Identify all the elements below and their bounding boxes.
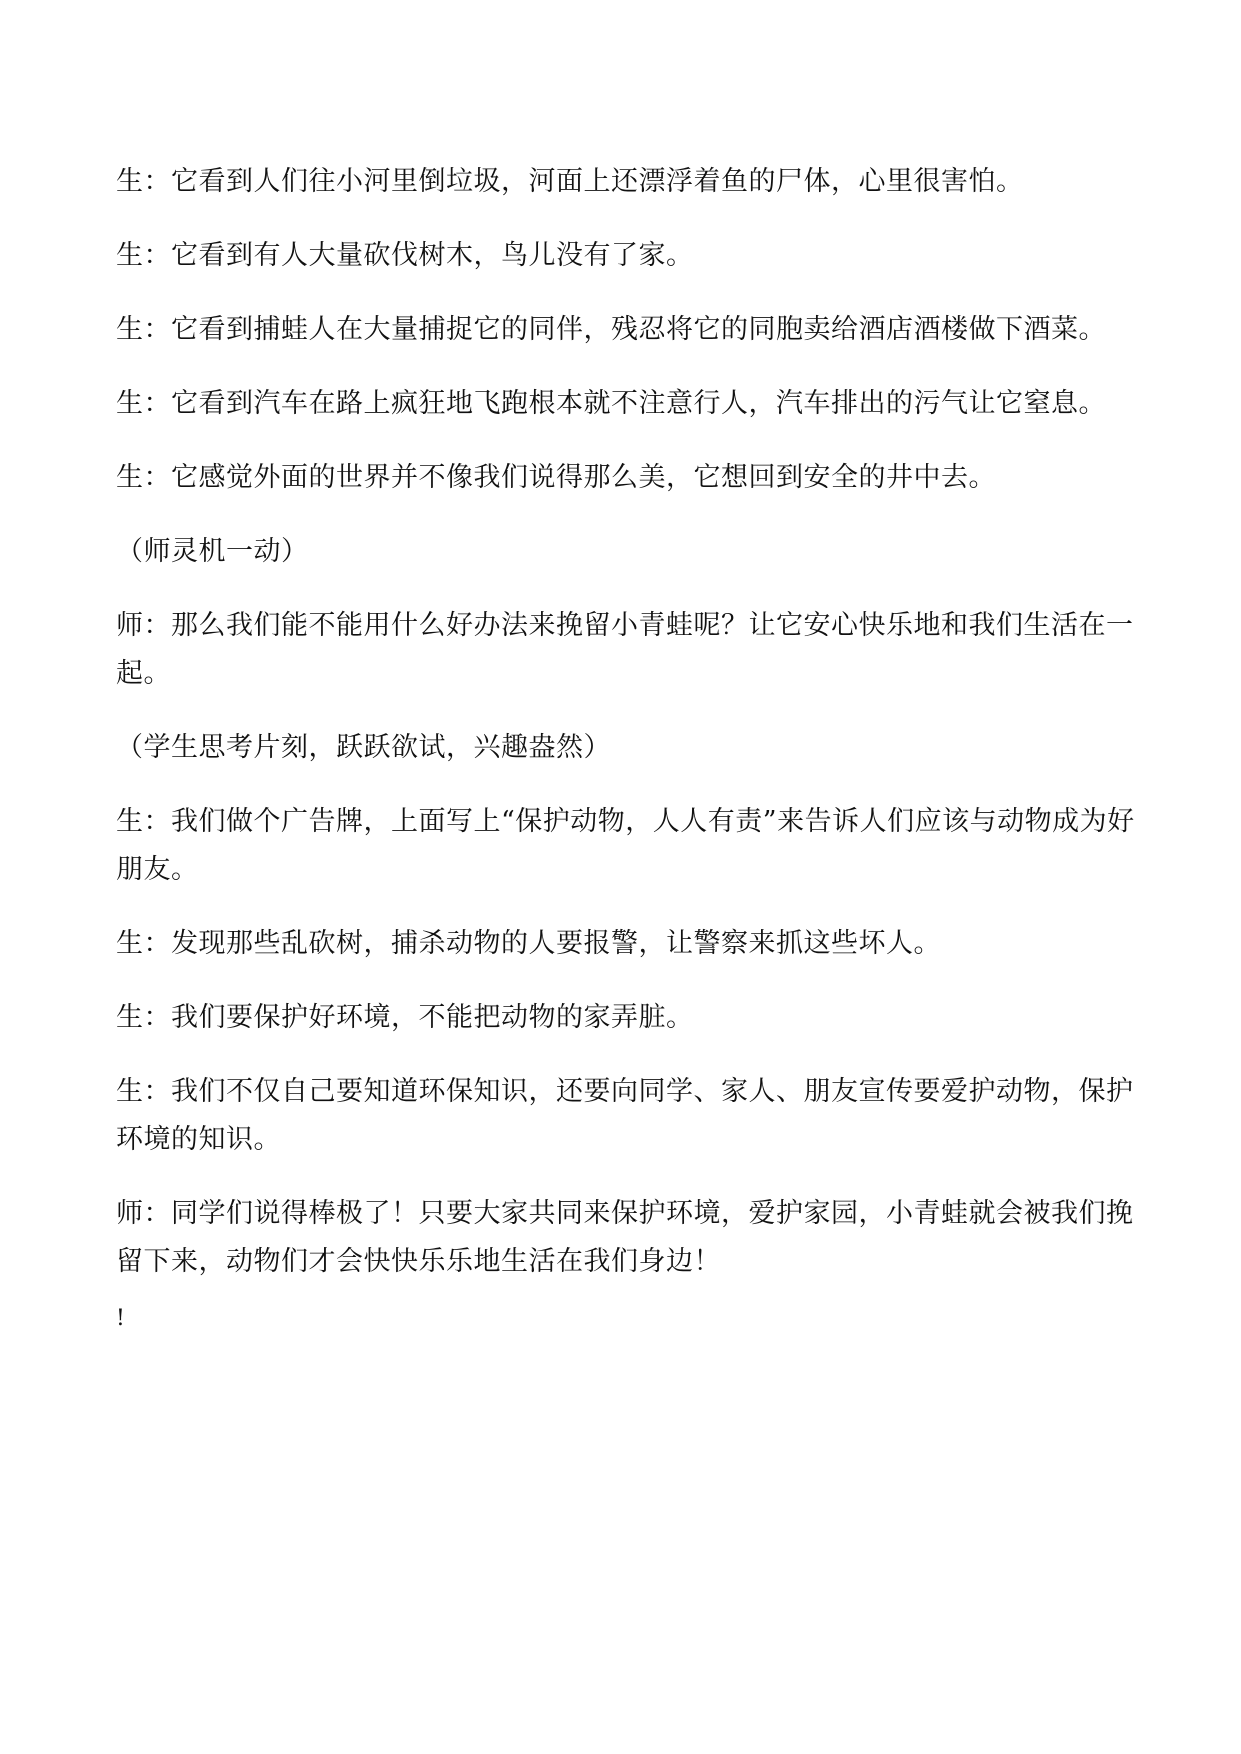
paragraph-6: （师灵机一动） <box>116 536 309 567</box>
paragraph-13: 师：同学们说得棒极了！只要大家共同来保护环境，爱护家园，小青蛙就会被我们挽留下来，动物们才会快快乐乐地生活在我们身边！ <box>116 1198 1134 1277</box>
paragraph-1: 生：它看到人们往小河里倒垃圾，河面上还漂浮着鱼的尸体，心里很害怕。 <box>116 166 1024 197</box>
paragraph-8: （学生思考片刻，跃跃欲试，兴趣盎然） <box>116 732 611 763</box>
paragraph-9: 生：我们做个广告牌，上面写上“保护动物，人人有责”来告诉人们应该与动物成为好朋友。 <box>116 806 1135 885</box>
paragraph-12: 生：我们不仅自己要知道环保知识，还要向同学、家人、朋友宣传要爱护动物，保护环境的知识。 <box>116 1076 1134 1155</box>
paragraph-10: 生：发现那些乱砍树，捕杀动物的人要报警，让警察来抓这些坏人。 <box>116 928 941 959</box>
paragraph-2: 生：它看到有人大量砍伐树木，鸟儿没有了家。 <box>116 240 694 271</box>
document-body <box>116 158 1136 1360</box>
paragraph-11: 生：我们要保护好环境，不能把动物的家弄脏。 <box>116 1002 694 1033</box>
paragraph-7: 师：那么我们能不能用什么好办法来挽留小青蛙呢？让它安心快乐地和我们生活在一起。 <box>116 610 1134 689</box>
paragraph-5: 生：它感觉外面的世界并不像我们说得那么美，它想回到安全的井中去。 <box>116 462 996 493</box>
paragraph-4: 生：它看到汽车在路上疯狂地飞跑根本就不注意行人，汽车排出的污气让它窒息。 <box>116 388 1106 419</box>
trailing-mark: ! <box>116 1306 126 1331</box>
paragraph-3: 生：它看到捕蛙人在大量捕捉它的同伴，残忍将它的同胞卖给酒店酒楼做下酒菜。 <box>116 314 1106 345</box>
